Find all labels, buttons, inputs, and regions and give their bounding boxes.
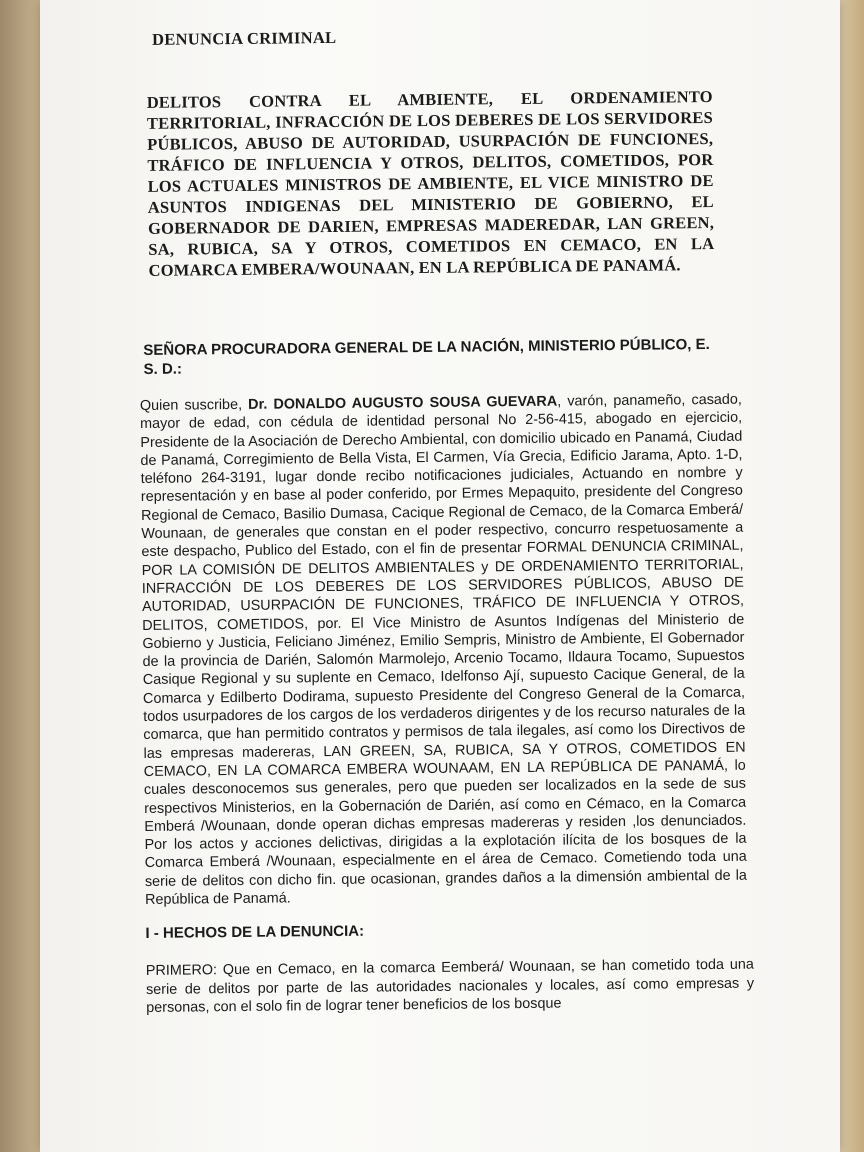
first-fact-paragraph: PRIMERO: Que en Cemaco, en la comarca Eemberá/ Wounaan, se han cometido toda una serie de delitos por parte de las autoridades nacionales y locales, así como empresas y personas, con el solo fin de lograr tener beneficios de los bosque <box>145 956 755 1016</box>
document-page <box>40 0 840 1152</box>
complainant-name: Dr. DONALDO AUGUSTO SOUSA GUEVARA <box>248 393 558 413</box>
document-subject: DELITOS CONTRA EL AMBIENTE, EL ORDENAMIENTO TERRITORIAL, INFRACCIÓN DE LOS DEBERES DE LOS SERVIDORES PÚBLICOS, ABUSO DE AUTORIDAD, USURPACIÓN DE FUNCIONES, TRÁFICO DE INFLUENCIA Y OTROS, DELITOS, COMETIDOS, POR LOS ACTUALES MINISTROS DE AMBIENTE, EL VICE MINISTRO DE ASUNTOS INDIGENAS DEL MINISTERIO DE GOBIERNO, EL GOBERNADOR DE DARIEN, EMPRESAS MADEREDAR, LAN GREEN, SA, RUBICA, SA Y OTROS, COMETIDOS EN CEMACO, EN LA COMARCA EMBERA/WOUNAAN, EN LA REPÚBLICA DE PANAMÁ. <box>146 86 715 280</box>
intro-lead: Quien suscribe, <box>139 396 249 414</box>
addressee: SEÑORA PROCURADORA GENERAL DE LA NACIÓN, MINISTERIO PÚBLICO, E. S. D.: <box>143 336 710 378</box>
document-content <box>136 23 794 1017</box>
intro-paragraph <box>140 391 747 910</box>
section-heading: I - HECHOS DE LA DENUNCIA: <box>145 922 365 943</box>
intro-rest: , varón, panameño, casado, mayor de edad, con cédula de identidad personal No 2-56-415, abogado en ejercicio, Presidente de la Asociación de Derecho Ambiental, con domicilio ubicado en Panamá, Ciudad de Panamá, Corregimiento de Bella Vista, El Carmen, Vía Grecia, Edificio Jarama, Apto. 1-D, teléfono 264-3191, lugar donde recibo notificaciones judiciales, Actuando en nombre y representación y en base al poder conferido, por Ermes Mepaquito, presidente del Congreso Regional de Cemaco, Basilio Dumasa, Cacique Regional de Cemaco, de la Comarca Emberá/ Wounaan, de generales que constan en el poder respectivo, concurro respetuosamente a este despacho, Publico del Estado, con el fin de presentar FORMAL DENUNCIA CRIMINAL, POR LA COMISIÓN DE DELITOS AMBIENTALES y DE ORDENAMIENTO TERRITORIAL, INFRACCIÓN DE LOS DEBERES DE LOS SERVIDORES PÚBLICOS, ABUSO DE AUTORIDAD, USURPACIÓN DE FUNCIONES, TRÁFICO DE INFLUENCIA Y OTROS, DELITOS, COMETIDOS, por. El Vice Ministro de Asuntos Indígenas del Ministerio de Gobierno y Justicia, Feliciano Jiménez, Emilio Sempris, Ministro de Ambiente, El Gobernador de la provincia de Darién, Salomón Marmolejo, Arcenio Tocamo, Ildaura Tocamo, Supuestos Casique Regional y su suplente en Cemaco, Idelfonso Ají, supuesto Cacique General, de la Comarca y Edilberto Dodirama, supuesto Presidente del Congreso General de la Comarca, todos usurpadores de los cargos de los verdaderos dirigentes y de los recurso naturales de la comarca, que han permitido contratos y permisos de tala ilegales, así como los Directivos de las empresas madereras, LAN GREEN, SA, RUBICA, SA Y OTROS, COMETIDOS EN CEMACO, EN LA COMARCA EMBERA WOUNAAM, EN LA REPÚBLICA DE PANAMÁ, lo cuales desconocemos sus generales, pero que pueden ser localizados en la sede de sus respectivos Ministerios, en la Gobernación de Darién, así como en Cémaco, en la Comarca Emberá /Wounaan, donde operan dichas empresas madereras y residen ,los denunciados. Por los actos y acciones delictivas, dirigidas a la explotación ilícita de los bosques de la Comarca Emberá /Wounaan, especialmente en el área de Cemaco. Cometiendo toda una serie de delitos con dicho fin. que ocasionan, grandes daños a la dimensión ambiental de la República de Panamá. <box>140 391 747 908</box>
document-title: DENUNCIA CRIMINAL <box>151 27 337 49</box>
